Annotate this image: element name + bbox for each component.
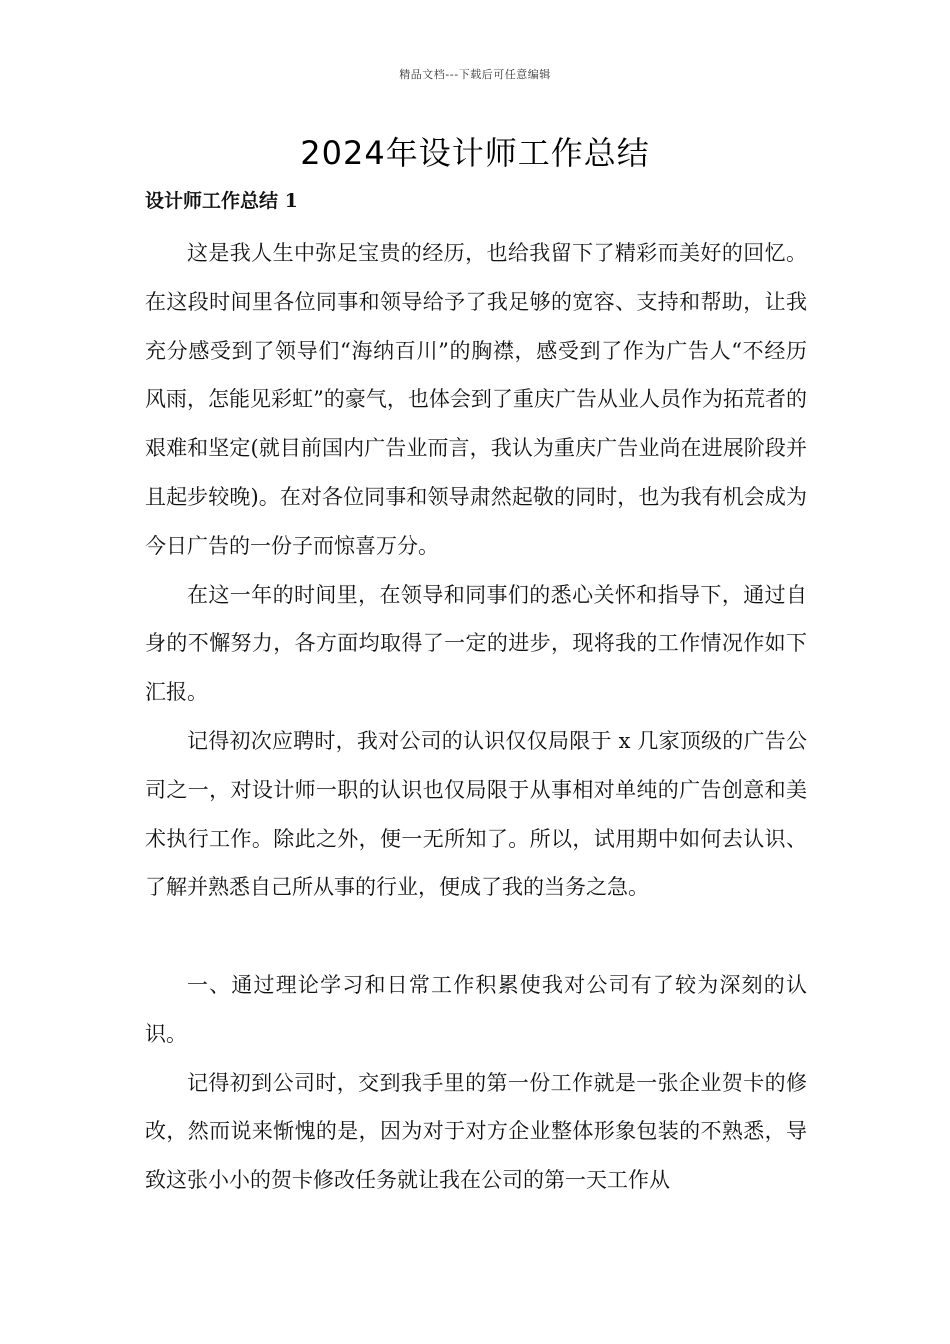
subsection-heading-1: 一、通过理论学习和日常工作积累使我对公司有了较为深刻的认识。	[145, 972, 807, 1046]
document-title: 2024年设计师工作总结	[300, 134, 650, 172]
paragraph-3: 记得初次应聘时，我对公司的认识仅仅局限于 x 几家顶级的广告公司之一，对设计师一职的认识也仅局限于从事相对单纯的广告创意和美术执行工作。除此之外，便一无所知了。所以，试用期中如何去认识、了解并熟悉自己所从事的行业，便成了我的当务之急。	[145, 728, 807, 900]
paragraph-2: 在这一年的时间里，在领导和同事们的悉心关怀和指导下，通过自身的不懈努力，各方面均取得了一定的进步，现将我的工作情况作如下汇报。	[145, 582, 807, 705]
paragraph-1: 这是我人生中弥足宝贵的经历，也给我留下了精彩而美好的回忆。在这段时间里各位同事和领导给予了我足够的宽容、支持和帮助，让我充分感受到了领导们“海纳百川”的胸襟，感受到了作为广告人“不经历风雨，怎能见彩虹”的豪气，也体会到了重庆广告从业人员作为拓荒者的艰难和坚定(就目前国内广告业而言，我认为重庆广告业尚在进展阶段并且起步较晚)。在对各位同事和领导肃然起敬的同时，也为我有机会成为今日广告的一份子而惊喜万分。	[145, 241, 807, 558]
paragraph-4: 记得初到公司时，交到我手里的第一份工作就是一张企业贺卡的修改，然而说来惭愧的是，因为对于对方企业整体形象包装的不熟悉，导致这张小小的贺卡修改任务就让我在公司的第一天工作从	[145, 1070, 807, 1193]
document-body	[145, 229, 807, 1205]
section-heading: 设计师工作总结 1	[145, 190, 298, 212]
header-note: 精品文档---下载后可任意编辑	[399, 68, 551, 81]
